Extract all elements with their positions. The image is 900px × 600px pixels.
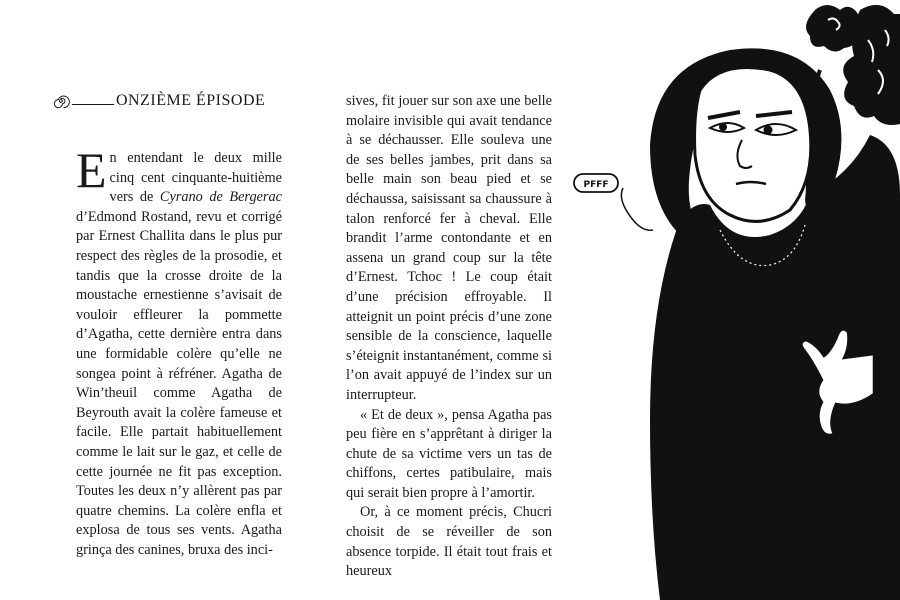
episode-heading — [52, 92, 265, 110]
bubble-text: PFFF — [583, 180, 609, 190]
paragraph-text: n entendant le deux mille cinq cent cinquante-huitième vers de — [109, 150, 282, 206]
spiral-ornament-icon — [52, 92, 70, 110]
text-column-left — [76, 142, 282, 560]
paragraph: sives, fit jouer sur son axe une belle molaire invisible qui avait tendance à se déchausser. Elle souleva une de ses belles jambes, prit dans sa belle main son beau pied et se déchaussa, saisissant sa chaussure à talon renforcé fer à cheval. Elle brandit l’arme contondante et en assena un grand coup sur la tête d’Ernest. Tchoc ! Le coup était d’une précision effroyable. Il atteignit un point précis d’une zone sensible de la conscience, laquelle s’éteignit instantanément, comme si l’on avait appuyé de l’index sur un interrupteur. — [346, 93, 552, 403]
text-column-right — [346, 92, 552, 582]
speech-bubble — [574, 174, 653, 230]
paragraph — [76, 142, 282, 560]
face — [695, 68, 811, 222]
episode-title: ONZIÈME ÉPISODE — [116, 92, 266, 109]
paragraph: « Et de deux », pensa Agatha pas peu fière en s’apprêtant à diriger la chute de sa victime vers un tas de chiffons, certes patibulaire, mais qui serait bien propre à l’amortir. — [346, 406, 552, 501]
paragraph-text: d’Edmond Rostand, revu et corrigé par Ernest Challita dans le plus pur respect des règles de la prosodie, et tandis que la crosse droite de la moustache ernestienne s’avisait de vouloir effleurer la pommette d’Agatha, cette dernière entra dans une formidable colère qu’elle ne songea point à réfréner. Agatha de Win’theuil comme Agatha de Beyrouth avait la colère fameuse et facile. Elle partait habituellement comme le lait sur le gaz, et celle de cette journée ne fit pas exception. Toutes les deux n’y allèrent pas par quatre chemins. La colère enfla et explosa de tous ses vents. Agatha grinça des canines, bruxa des inci- — [76, 208, 282, 558]
woman-illustration — [560, 0, 900, 600]
paragraph: Or, à ce moment précis, Chucri choisit de se réveiller de son absence torpide. Il était tout frais et heureux — [346, 504, 552, 580]
book-title: Cyrano de Bergerac — [159, 189, 282, 206]
drop-cap: E — [76, 142, 107, 198]
heading-rule — [72, 104, 114, 105]
